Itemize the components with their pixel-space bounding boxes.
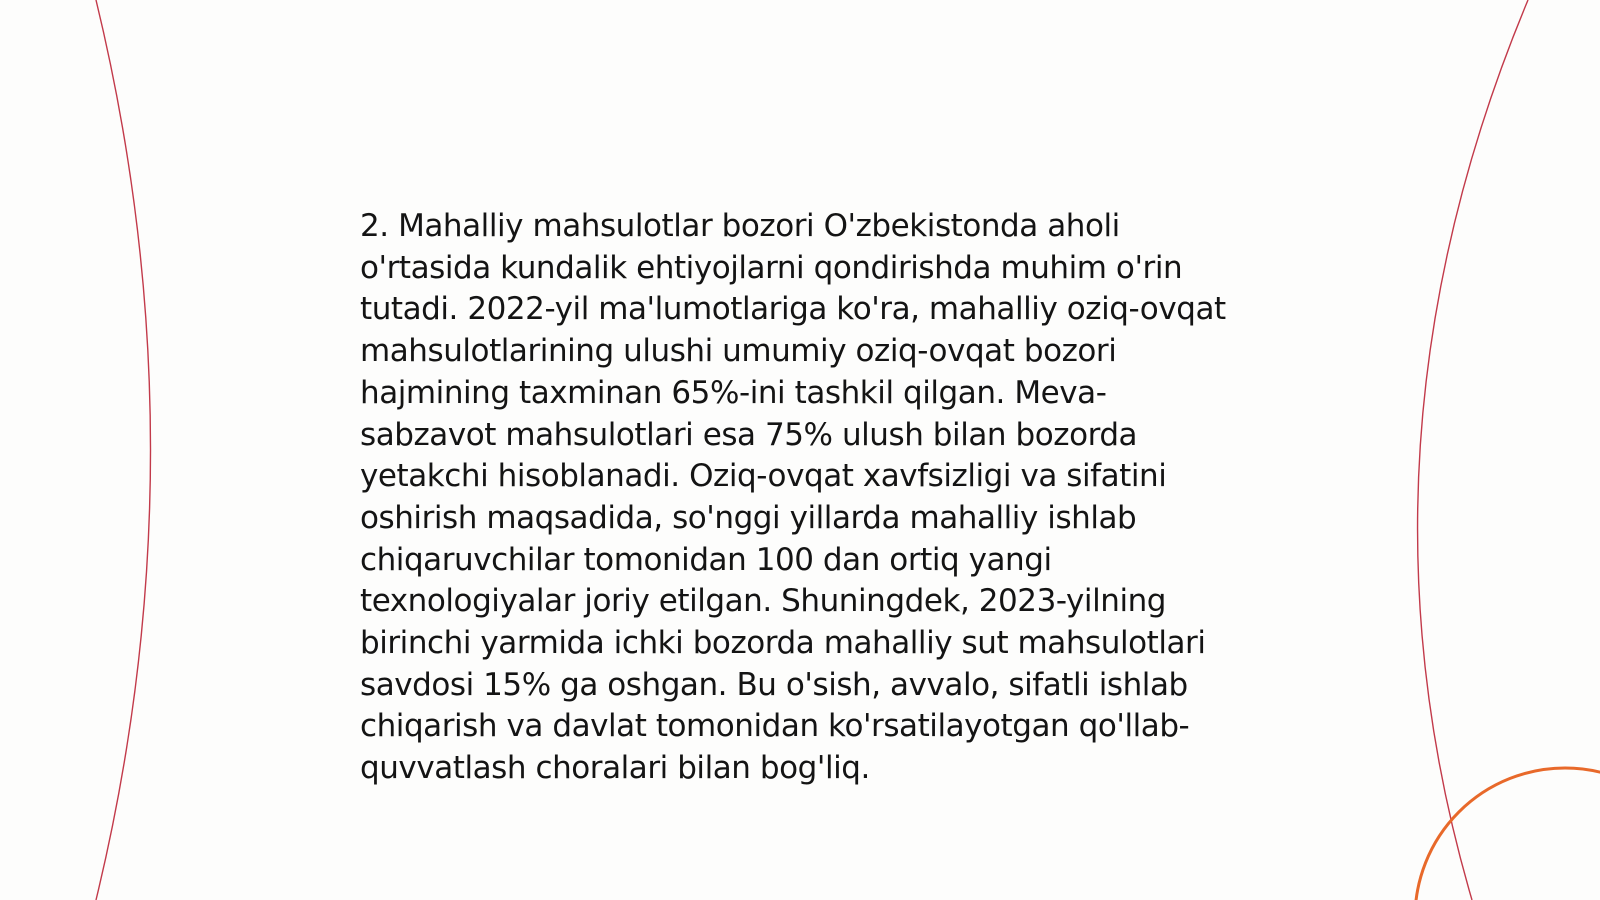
paragraph-text: 2. Mahalliy mahsulotlar bozori O'zbekistonda aholi o'rtasida kundalik ehtiyojlarni qondirishda muhim o'rin tutadi. 2022-yil ma'lumotlariga ko'ra, mahalliy oziq-ovqat mahsulotlarining ulushi umumiy oziq-ovqat bozori hajmining taxminan 65%-ini tashkil qilgan. Meva-sabzavot mahsulotlari esa 75% ulush bilan bozorda yetakchi hisoblanadi. Oziq-ovqat xavfsizligi va sifatini oshirish maqsadida, so'nggi yillarda mahalliy ishlab chiqaruvchilar tomonidan 100 dan ortiq yangi texnologiyalar joriy etilgan. Shuningdek, 2023-yilning birinchi yarmida ichki bozorda mahalliy sut mahsulotlari savdosi 15% ga oshgan. Bu o'sish, avvalo, sifatli ishlab chiqarish va davlat tomonidan ko'rsatilayotgan qo'llab-quvvatlash choralari bilan bog'liq. bbox=[360, 208, 1226, 787]
accent-arc bbox=[1415, 768, 1600, 900]
right-curve bbox=[1418, 0, 1528, 900]
left-curve bbox=[96, 0, 151, 900]
